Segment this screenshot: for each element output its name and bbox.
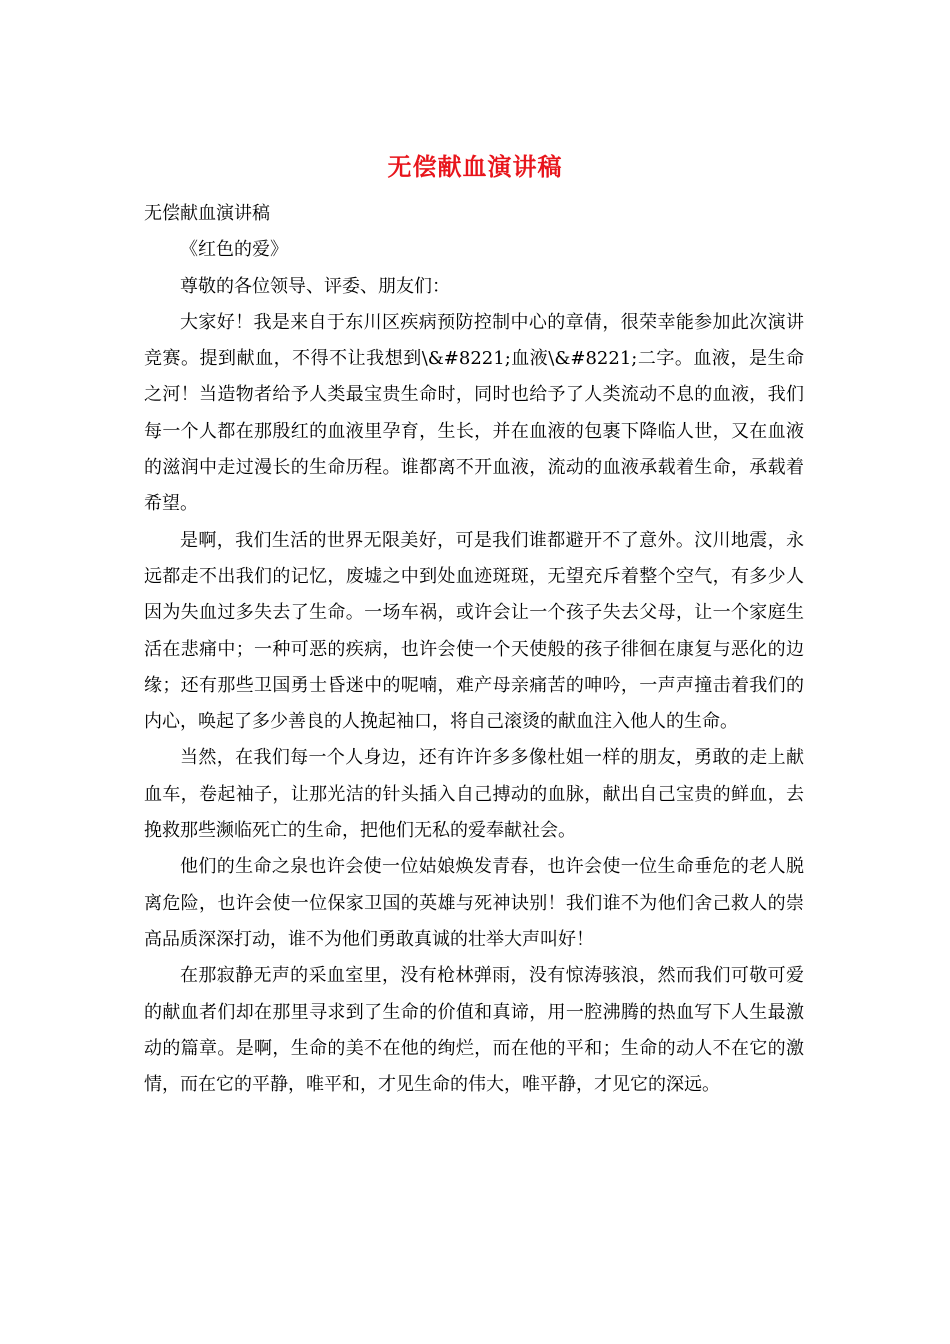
paragraph-body: 是啊，我们生活的世界无限美好，可是我们谁都避开不了意外。汶川地震，永远都走不出我们的记忆，废墟之中到处血迹斑斑，无望充斥着整个空气，有多少人因为失血过多失去了生命。一场车祸，或许会让一个孩子失去父母，让一个家庭生活在悲痛中；一种可恶的疾病，也许会使一个天使般的孩子徘徊在康复与恶化的边缘；还有那些卫国勇士昏迷中的呢喃，难产母亲痛苦的呻吟，一声声撞击着我们的内心，唤起了多少善良的人挽起袖口，将自己滚烫的献血注入他人的生命。 (144, 529, 804, 733)
paragraph-salutation: 尊敬的各位领导、评委、朋友们： (180, 275, 450, 297)
paragraph-heading: 无偿献血演讲稿 (144, 203, 270, 224)
paragraph-body: 大家好！我是来自于东川区疾病预防控制中心的章倩，很荣幸能参加此次演讲竞赛。提到献血，不得不让我想到\&#8221;血液\&#8221;二字。血液，是生命之河！当造物者给予人类最宝贵生命时，同时也给予了人类流动不息的血液，我们每一个人都在那殷红的血液里孕育，生长，并在血液的包裹下降临人世，又在血液的滋润中走过漫长的生命历程。谁都离不开血液，流动的血液承载着生命，承载着希望。 (144, 311, 804, 515)
paragraph-subtitle: 《红色的爱》 (180, 239, 288, 261)
paragraph-body: 在那寂静无声的采血室里，没有枪林弹雨，没有惊涛骇浪，然而我们可敬可爱的献血者们却在那里寻求到了生命的价值和真谛，用一腔沸腾的热血写下人生最激动的篇章。是啊，生命的美不在他的绚烂，而在他的平和；生命的动人不在它的激情，而在它的平静，唯平和，才见生命的伟大，唯平静，才见它的深远。 (144, 965, 804, 1096)
paragraph-body: 当然，在我们每一个人身边，还有许许多多像杜姐一样的朋友，勇敢的走上献血车，卷起袖子，让那光洁的针头插入自己搏动的血脉，献出自己宝贵的鲜血，去挽救那些濒临死亡的生命，把他们无私的爱奉献社会。 (144, 747, 804, 842)
paragraph-body: 他们的生命之泉也许会使一位姑娘焕发青春，也许会使一位生命垂危的老人脱离危险，也许会使一位保家卫国的英雄与死神诀别！我们谁不为他们舍己救人的崇高品质深深打动，谁不为他们勇敢真诚的壮举大声叫好！ (144, 856, 804, 950)
document-title: 无偿献血演讲稿 (387, 152, 563, 181)
document-body (144, 196, 804, 1103)
